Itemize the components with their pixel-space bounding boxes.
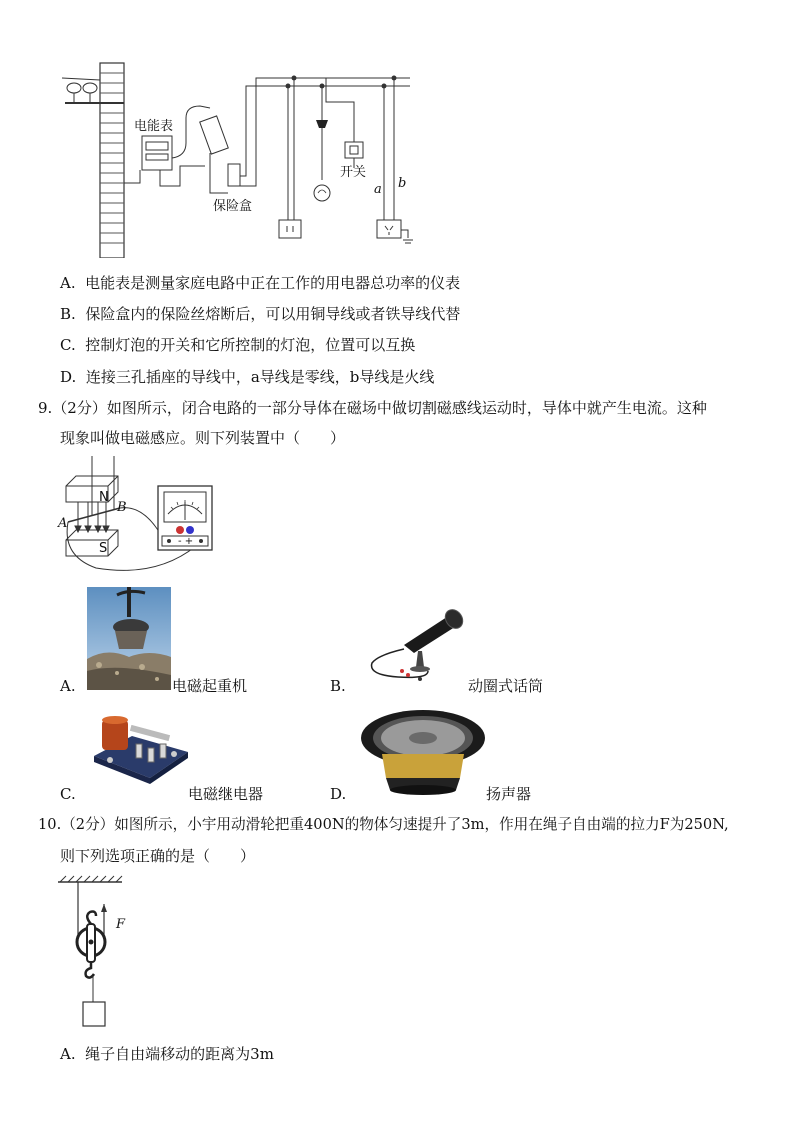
q9-option-d-letter: D.	[330, 785, 347, 803]
q9-option-c-letter: C.	[60, 785, 76, 803]
q8-option-d: D. 连接三孔插座的导线中，a导线是零线，b导线是火线	[60, 368, 435, 386]
q9-option-d-text: 扬声器	[486, 785, 532, 803]
conductor-end-b-label: B	[117, 500, 127, 515]
wire-b-label: b	[398, 176, 407, 191]
meter-terminal-signs: - +	[178, 536, 194, 547]
q9-option-a-text: 电磁起重机	[172, 677, 248, 695]
q8-option-b: B. 保险盒内的保险丝熔断后，可以用铜导线或者铁导线代替	[60, 305, 461, 323]
force-f-label: F	[116, 917, 126, 932]
electromagnetic-induction-figure	[56, 456, 220, 576]
movable-pulley-figure	[56, 874, 136, 1032]
magnet-north-label: N	[99, 490, 109, 505]
electromagnetic-crane-photo	[87, 587, 171, 690]
q8-option-a: A. 电能表是测量家庭电路中正在工作的用电器总功率的仪表	[60, 274, 461, 292]
q9-option-b-letter: B.	[330, 677, 346, 695]
magnet-south-label: S	[99, 541, 108, 556]
wire-a-label: a	[374, 182, 382, 197]
q9-stem-line1: 9.（2分）如图所示，闭合电路的一部分导体在磁场中做切割磁感线运动时，导体中就产生电流。这种	[38, 399, 707, 417]
q9-option-c-text: 电磁继电器	[188, 785, 264, 803]
q10-option-a: A. 绳子自由端移动的距离为3m	[60, 1045, 274, 1063]
q9-stem-line2: 现象叫做电磁感应。则下列装置中（ ）	[60, 429, 346, 447]
q10-stem-line1: 10.（2分）如图所示，小宇用动滑轮把重400N的物体匀速提升了3m，作用在绳子自由端的拉力F为250N,	[38, 816, 729, 833]
meter-label: 电能表	[134, 119, 174, 134]
dynamic-microphone-photo	[358, 605, 468, 685]
loudspeaker-photo	[360, 708, 486, 796]
household-circuit-figure	[60, 58, 420, 258]
q10-stem-line2: 则下列选项正确的是（ ）	[60, 847, 256, 865]
switch-label: 开关	[340, 165, 367, 180]
conductor-end-a-label: A	[58, 516, 68, 531]
q9-option-a-letter: A.	[60, 677, 76, 695]
q8-option-c: C. 控制灯泡的开关和它所控制的灯泡，位置可以互换	[60, 336, 416, 354]
q9-option-b-text: 动圈式话筒	[468, 677, 544, 695]
electromagnetic-relay-photo	[90, 708, 190, 786]
fuse-box-label: 保险盒	[213, 199, 253, 214]
